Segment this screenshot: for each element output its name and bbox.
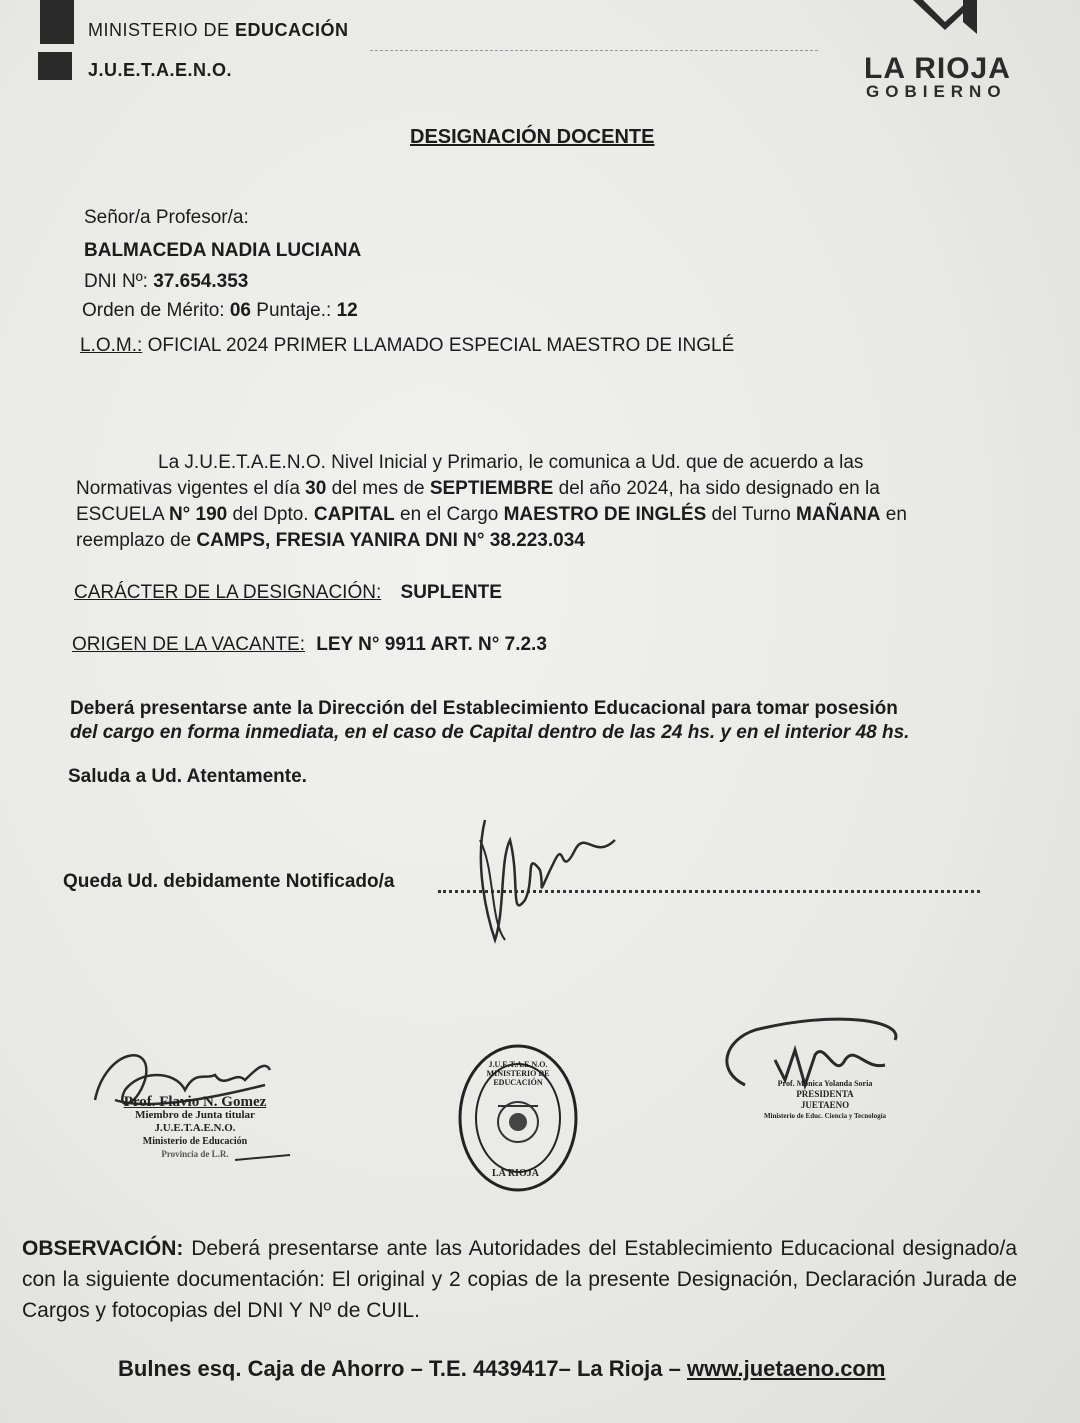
left-stamp-org: J.U.E.T.A.E.N.O. <box>154 1122 236 1134</box>
footer-address-text: Bulnes esq. Caja de Ahorro – T.E. 4439417– La Rioja – <box>118 1356 687 1381</box>
origen-value: LEY N° 9911 ART. N° 7.2.3 <box>316 634 547 655</box>
observacion-label: OBSERVACIÓN: <box>22 1237 184 1260</box>
right-stamp-ministry: Ministerio de Educ. Ciencia y Tecnología <box>763 1112 887 1120</box>
logo-subtitle: GOBIERNO <box>866 82 1007 101</box>
dni-label: DNI Nº: <box>84 271 148 292</box>
ministry-bold: EDUCACIÓN <box>235 20 349 40</box>
ministry-prefix: MINISTERIO DE <box>88 20 236 40</box>
right-stamp-name: Prof. Mónica Yolanda Soria <box>777 1079 873 1088</box>
office-name: J.U.E.T.A.E.N.O. <box>88 60 233 80</box>
salutation: Señor/a Profesor/a: <box>84 207 249 228</box>
orden-label: Orden de Mérito: <box>82 300 225 321</box>
body-line-3: ESCUELA N° 190 del Dpto. CAPITAL en el Cargo MAESTRO DE INGLÉS del Turno MAÑANA en <box>76 504 907 525</box>
dni-line <box>84 271 248 293</box>
lom-value: OFICIAL 2024 PRIMER LLAMADO ESPECIAL MAESTRO DE INGLÉ <box>147 335 735 356</box>
left-stamp <box>100 1096 290 1161</box>
instruction-line-1: Deberá presentarse ante la Dirección del Establecimiento Educacional para tomar posesión <box>70 698 898 719</box>
seal-ring-text: J.U.E.T.A.E.N.O. MINISTERIO DE EDUCACIÓN <box>486 1060 550 1087</box>
footer-website-link[interactable]: www.juetaeno.com <box>686 1356 886 1381</box>
header-bar-bottom <box>38 52 72 80</box>
dni-value: 37.654.353 <box>153 271 249 292</box>
origen-line <box>72 634 547 656</box>
logo-name: LA RIOJA <box>864 52 1011 85</box>
ministry-header <box>88 20 349 41</box>
la-rioja-emblem-icon <box>905 0 985 42</box>
left-stamp-name: Prof. Flavio N. Gomez <box>123 1094 267 1110</box>
body-line-1: La J.U.E.T.A.E.N.O. Nivel Inicial y Primario, le comunica a Ud. que de acuerdo a las <box>158 452 864 473</box>
header-rule <box>370 50 818 51</box>
origen-label: ORIGEN DE LA VACANTE: <box>72 634 305 655</box>
puntaje-label: Puntaje.: <box>256 300 332 321</box>
observacion <box>22 1233 1017 1326</box>
footer-address <box>118 1356 885 1382</box>
caracter-label: CARÁCTER DE LA DESIGNACIÓN: <box>74 582 382 603</box>
notified-label: Queda Ud. debidamente Notificado/a <box>63 871 395 892</box>
instruction-line-2: del cargo en forma inmediata, en el caso de Capital dentro de las 24 hs. y en el interior 48 hs. <box>70 722 910 743</box>
observacion-text: Deberá presentarse ante las Autoridades del Establecimiento Educacional designado/a con la siguiente documentación: El original y 2 copias de la presente Designación, Declaración Jurada de Cargos y fotocopias del DNI Y Nº de CUIL. <box>22 1237 1017 1322</box>
left-stamp-role: Miembro de Junta titular <box>135 1109 255 1121</box>
orden-line <box>82 300 358 322</box>
right-stamp-role: PRESIDENTA <box>796 1089 854 1099</box>
caracter-value: SUPLENTE <box>400 582 502 603</box>
lom-line <box>80 335 734 357</box>
body-line-2: Normativas vigentes el día 30 del mes de SEPTIEMBRE del año 2024, ha sido designado en la <box>76 478 880 499</box>
lom-label: L.O.M.: <box>80 335 143 356</box>
document-title: DESIGNACIÓN DOCENTE <box>410 126 655 148</box>
right-stamp-org: JUETAENO <box>800 1100 850 1110</box>
header-bar-top <box>40 0 74 44</box>
recipient-signature-icon <box>465 800 625 950</box>
seal-bottom-text: LA RIOJA <box>492 1168 539 1179</box>
left-stamp-province: Provincia de L.R. <box>161 1149 229 1159</box>
closing: Saluda a Ud. Atentamente. <box>68 766 307 787</box>
caracter-line <box>74 582 502 604</box>
left-stamp-ministry: Ministerio de Educación <box>142 1136 248 1147</box>
right-stamp <box>755 1078 895 1122</box>
recipient-name: BALMACEDA NADIA LUCIANA <box>84 240 362 261</box>
body-paragraph <box>76 450 968 554</box>
orden-value: 06 <box>229 300 251 321</box>
body-line-4: reemplazo de CAMPS, FRESIA YANIRA DNI N° 38.223.034 <box>76 530 585 551</box>
puntaje-value: 12 <box>336 300 358 321</box>
